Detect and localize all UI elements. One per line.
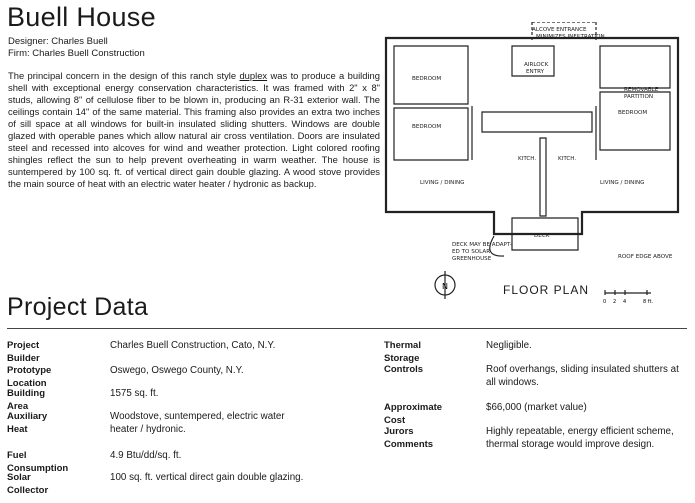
data-value: Roof overhangs, sliding insulated shutters at all windows. — [486, 364, 679, 388]
label-alcove: ALCOVE ENTRANCE — [532, 27, 587, 33]
data-label: Solar Collector — [7, 472, 49, 496]
bedroom-right-top — [600, 46, 670, 88]
description-underlined: duplex — [239, 70, 268, 81]
floor-plan-title: FLOOR PLAN — [503, 283, 590, 297]
section-divider — [7, 328, 687, 329]
designer: Designer: Charles Buell — [8, 36, 108, 47]
north-arrow-icon — [432, 270, 458, 304]
credits — [8, 36, 145, 60]
data-value: Woodstove, suntempered, electric water heater / hydronic. — [110, 411, 285, 435]
project-data-left — [7, 340, 367, 500]
description-part2: was to produce a building shell with exceptional energy conservation characteristics. It was framed with 2" x 8" studs, allowing 8" of cellulose fiber to be blown in, producing an R-31 exterior wall. The ceilings contain 14" of the same material. This framing also provides an extra two inches of sill space at all windows for built-in insulated sliding shutters. Windows are double glazed with operable panes which allow natural air cross ventilation. Doors are insulated steel and recessed into alcoves for wind and weather protection. Light colored roofing shingles reflect the sun to help prevent overheating in warm weather. The house is suntempered by 100 sq. ft. of vertical direct gain double glazing. A wood stove provides the main source of heat with an electric water heater / hydronic as backup. — [8, 70, 380, 190]
scale-bar — [603, 285, 683, 307]
data-label: Fuel Consumption — [7, 450, 69, 474]
data-value: Charles Buell Construction, Cato, N.Y. — [110, 340, 276, 351]
scale-tick-4: 4 — [623, 299, 627, 305]
data-label: Approximate Cost — [384, 402, 443, 426]
label-kitch-left: KITCH. — [518, 156, 537, 162]
center-wall — [540, 138, 546, 216]
data-label: Building Area — [7, 388, 45, 412]
data-value: 1575 sq. ft. — [110, 388, 159, 399]
description-paragraph — [8, 70, 380, 190]
label-alcove2: MINIMIZES INFILTRATION — [536, 34, 605, 40]
label-deck: DECK — [534, 233, 550, 239]
label-deck-note3: GREENHOUSE — [452, 256, 492, 262]
data-value: 4.9 Btu/dd/sq. ft. — [110, 450, 182, 461]
data-value: Highly repeatable, energy efficient scheme, thermal storage would improve design. — [486, 426, 674, 450]
data-label: Controls — [384, 364, 424, 375]
label-airlock1: AIRLOCK — [524, 62, 549, 68]
label-deck-note2: ED TO SOLAR — [452, 249, 491, 255]
scale-tick-2: 2 — [613, 299, 617, 305]
label-bedroom-3: BEDROOM — [618, 110, 648, 116]
floor-plan-drawing — [382, 22, 684, 280]
label-airlock2: ENTRY — [526, 69, 545, 75]
label-bedroom-1: BEDROOM — [412, 76, 442, 82]
label-removable2: PARTITION — [624, 94, 654, 100]
label-roof-edge: ROOF EDGE ABOVE — [618, 254, 673, 260]
data-value: $66,000 (market value) — [486, 402, 587, 413]
data-label: Auxiliary Heat — [7, 411, 48, 435]
label-kitch-right: KITCH. — [558, 156, 577, 162]
project-data-right — [384, 340, 690, 480]
bedroom-left-bottom — [394, 108, 468, 160]
bedroom-left-top — [394, 46, 468, 104]
data-label: Jurors Comments — [384, 426, 434, 450]
page-title: Buell House — [7, 2, 156, 32]
description-part1: The principal concern in the design of this ranch style — [8, 70, 240, 81]
data-value: Oswego, Oswego County, N.Y. — [110, 365, 244, 376]
firm: Firm: Charles Buell Construction — [8, 48, 145, 59]
scale-tick-8: 8 ft. — [643, 299, 653, 305]
label-removable1: REMOVABLE — [624, 87, 659, 93]
data-value: 100 sq. ft. vertical direct gain double glazing. — [110, 472, 304, 483]
label-living-left: LIVING / DINING — [420, 180, 465, 186]
label-deck-note1: DECK MAY BE ADAPT- — [452, 242, 512, 248]
section-title: Project Data — [7, 293, 149, 321]
bedroom-right-bottom — [600, 92, 670, 150]
data-value: Negligible. — [486, 340, 532, 351]
compass-label: N — [442, 282, 448, 291]
scale-tick-0: 0 — [603, 299, 607, 305]
label-living-right: LIVING / DINING — [600, 180, 645, 186]
data-label: Project Builder — [7, 340, 40, 364]
data-label: Thermal Storage — [384, 340, 421, 364]
data-label: Prototype Location — [7, 365, 52, 389]
label-bedroom-2: BEDROOM — [412, 124, 442, 130]
